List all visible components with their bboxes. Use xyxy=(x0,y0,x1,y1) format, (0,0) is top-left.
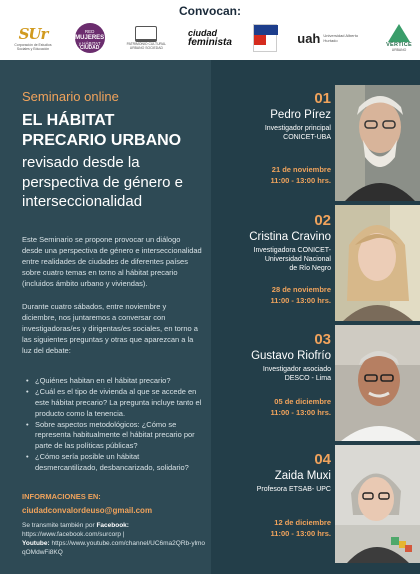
red-mujeres-logo: RED MUJERES y HÁBITAT CIUDAD xyxy=(75,23,105,53)
building-icon xyxy=(135,26,157,42)
speaker-role: Profesora ETSAB- UPC xyxy=(256,486,331,493)
logo-row xyxy=(12,21,412,55)
speaker-card-3: 03 Gustavo Riofrío Investigador asociado DESCO - Lima 05 de diciembre 11:00 - 13:00 hrs. xyxy=(211,331,331,417)
session-time: 11:00 - 13:00 hrs. xyxy=(270,176,331,186)
info-label: INFORMACIONES EN: xyxy=(22,492,101,501)
facebook-link[interactable]: https://www.facebook.com/surcorp | xyxy=(22,531,125,539)
speaker-card-2: 02 Cristina Cravino Investigadora CONICET- Universidad Nacional de Río Negro 28 de noviembre 11:00 - 13:00 hrs. xyxy=(211,212,331,305)
session-time: 11:00 - 13:00 hrs. xyxy=(270,296,331,306)
speaker-card-4: 04 Zaida Muxi Profesora ETSAB- UPC 12 de diciembre 11:00 - 13:00 hrs. xyxy=(211,451,331,538)
sur-logo: SUr Corporación de Estudios Sociales y Educación xyxy=(14,24,52,51)
list-item: • ¿Cómo sería posible un hábitat desmercantilizado, desbancarizado, solidario? xyxy=(26,452,202,474)
triangle-icon xyxy=(388,24,410,42)
convocan-heading: Convocan: xyxy=(178,4,241,18)
speaker-role: Investigadora CONICET- Universidad Nacional de Río Negro xyxy=(253,247,331,273)
intro-paragraph: Este Seminario se propone provocar un diálogo desde una perspectiva de género e interseccionalidad entre realidades de ciudades de diferentes países sobre cuatro temas en torno al hábitat precario (incluidos ámbito urbano y viviendas). xyxy=(22,235,202,288)
speaker-name: Gustavo Riofrío xyxy=(251,350,331,362)
session-date: 05 de diciembre xyxy=(274,397,331,407)
speaker-card-1: 01 Pedro Pírez Investigador principal CONICET-UBA 21 de noviembre 11:00 - 13:00 hrs. xyxy=(211,90,331,185)
ciudad-feminista-logo: ciudad feminista xyxy=(188,28,232,48)
contact-email-link[interactable]: ciudadconvalordeuso@gmail.com xyxy=(22,506,153,515)
event-title: EL HÁBITAT PRECARIO URBANO xyxy=(22,112,182,149)
list-item: • ¿Cuál es el tipo de vivienda al que se accede en este hábitat precario? La pregunta incluye tanto el producto como la tenencia. xyxy=(26,387,202,420)
session-time: 11:00 - 13:00 hrs. xyxy=(270,408,331,418)
speaker-name: Cristina Cravino xyxy=(249,231,331,243)
speaker-photo-4 xyxy=(335,445,420,563)
session-time: 11:00 - 13:00 hrs. xyxy=(270,529,331,539)
speaker-name: Zaida Muxi xyxy=(274,470,331,482)
speaker-photo-2 xyxy=(335,205,420,321)
speaker-name: Pedro Pírez xyxy=(270,109,331,121)
session-date: 21 de noviembre xyxy=(271,165,331,175)
event-subtitle: revisado desde la perspectiva de género e interseccionalidad xyxy=(22,154,183,210)
flag-icon xyxy=(253,24,277,52)
list-item: • ¿Quiénes habitan en el hábitat precario? xyxy=(26,376,202,387)
stream-info: Se transmite también por Facebook: https://www.facebook.com/surcorp | Youtube: https://www.youtube.com/channel/UC6ma2QRb-ylmoqOMdwFi8KQ xyxy=(22,522,206,557)
patrimonio-logo: PATRIMONIO CULTURAL URBANO SOCIEDAD xyxy=(125,26,167,50)
question-list xyxy=(26,376,202,474)
vertice-urbano-logo: VÉRTICE URBANO xyxy=(386,24,412,53)
session-date: 28 de noviembre xyxy=(271,285,331,295)
event-kicker: Seminario online xyxy=(22,89,119,104)
speaker-role: Investigador asociado DESCO - Lima xyxy=(262,366,331,383)
header xyxy=(0,0,420,60)
speaker-photo-1 xyxy=(335,85,420,201)
speaker-photo-3 xyxy=(335,325,420,441)
conicet-logo xyxy=(253,24,277,52)
list-item: • Sobre aspectos metodológicos: ¿Cómo se representa habitualmente el hábitat precario por parte de las políticas públicas? xyxy=(26,420,202,453)
speaker-role: Investigador principal CONICET-UBA xyxy=(264,125,331,142)
schedule-paragraph: Durante cuatro sábados, entre noviembre y diciembre, nos juntaremos a conversar con investigadoras/es y dirigentas/es sociales, en torno a las siguientes preguntas y otras que aparezcan a la luz del debate: xyxy=(22,302,198,355)
youtube-link[interactable]: https://www.youtube.com/channel/UC6ma2QRb-ylmoqOMdwFi8KQ xyxy=(22,540,206,557)
uah-logo: uah Universidad Alberto Hurtado xyxy=(297,30,359,46)
session-date: 12 de diciembre xyxy=(274,518,331,528)
